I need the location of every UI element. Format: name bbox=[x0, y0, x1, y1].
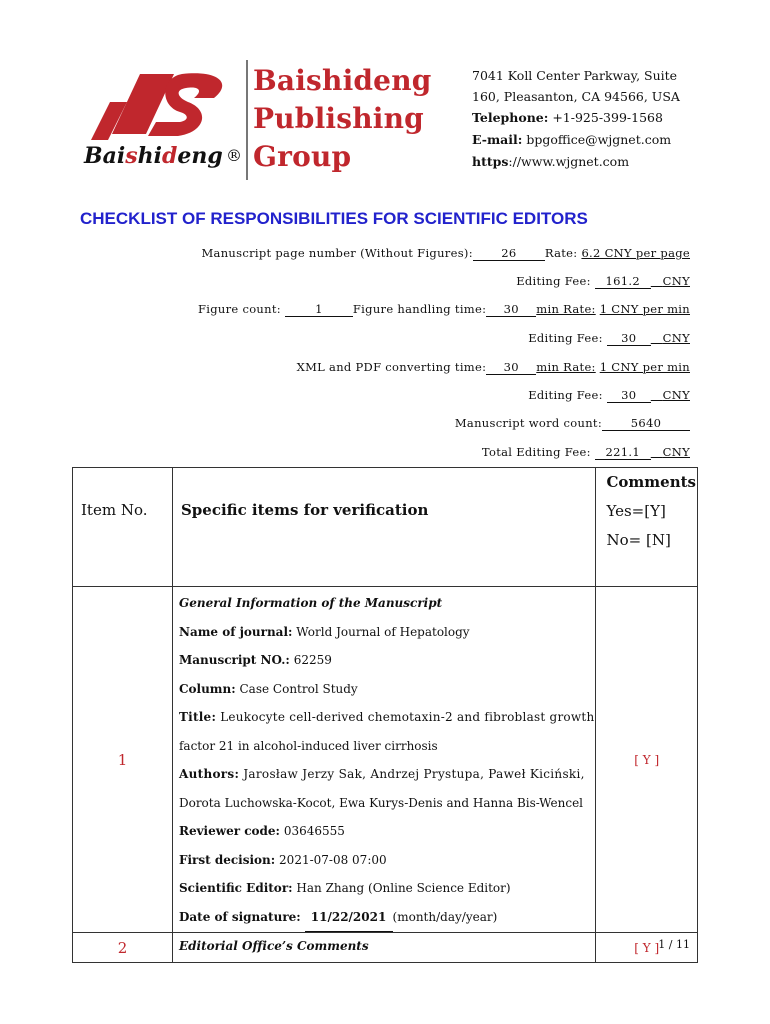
xml-fee-label: Editing Fee: bbox=[528, 388, 603, 402]
figure-fee-label: Editing Fee: bbox=[528, 331, 603, 345]
authors-value-1: Jarosław Jerzy Sak, Andrzej Prystupa, Paweł Kiciński, bbox=[243, 767, 585, 781]
comments-title: Comments bbox=[606, 473, 696, 491]
checklist-table bbox=[72, 467, 698, 963]
page-count-label: Manuscript page number (Without Figures): bbox=[201, 246, 473, 260]
table-row bbox=[73, 933, 698, 963]
figure-time-label: Figure handling time: bbox=[352, 302, 487, 316]
word-count-value: 5640 bbox=[602, 416, 690, 431]
currency: CNY bbox=[662, 274, 690, 288]
manuscript-no-label: Manuscript NO.: bbox=[178, 653, 290, 667]
general-information-cell bbox=[172, 587, 596, 933]
authors-label: Authors: bbox=[178, 767, 240, 781]
reviewer-label: Reviewer code: bbox=[178, 824, 280, 838]
telephone-line bbox=[472, 110, 663, 125]
brand-line-2: Publishing bbox=[253, 102, 424, 135]
currency: CNY bbox=[662, 331, 690, 345]
baishideng-wordmark bbox=[84, 143, 223, 169]
authors-line-1 bbox=[179, 760, 595, 789]
section-heading: General Information of the Manuscript bbox=[178, 596, 443, 610]
yes-legend: Yes=[Y] bbox=[606, 502, 666, 520]
page-rate-value: 6.2 CNY per page bbox=[581, 246, 690, 260]
website-line bbox=[472, 154, 629, 169]
figure-fee-row bbox=[528, 331, 690, 346]
currency: CNY bbox=[662, 388, 690, 402]
decision-value: 2021-07-08 07:00 bbox=[279, 852, 387, 867]
min-rate-label: min Rate: bbox=[536, 302, 596, 316]
journal-value: World Journal of Hepatology bbox=[296, 624, 470, 639]
figure-row bbox=[198, 302, 690, 317]
item-number: 1 bbox=[73, 587, 173, 933]
column-label: Column: bbox=[178, 681, 236, 696]
xml-fee-row bbox=[528, 388, 690, 403]
figure-fee-value: 30 bbox=[607, 331, 651, 346]
telephone-value: +1-925-399-1568 bbox=[552, 110, 663, 125]
decision-label: First decision: bbox=[178, 852, 276, 867]
section-heading: Editorial Office’s Comments bbox=[178, 939, 369, 953]
website-label: https bbox=[472, 154, 509, 169]
wordmark-part: hi bbox=[137, 143, 162, 169]
table-row bbox=[73, 587, 698, 933]
title-line-2: factor 21 in alcohol-induced liver cirrhosis bbox=[178, 738, 438, 753]
brand-line-1: Baishideng bbox=[253, 64, 432, 97]
no-legend: No= [N] bbox=[606, 531, 671, 549]
column-value: Case Control Study bbox=[239, 681, 358, 696]
item-number: 2 bbox=[73, 933, 173, 963]
item-no-header: Item No. bbox=[73, 468, 173, 587]
authors-line-2: Dorota Luchowska-Kocot, Ewa Kurys-Denis and Hanna Bis-Wencel bbox=[178, 795, 584, 810]
editor-label: Scientific Editor: bbox=[178, 881, 293, 895]
page-rate-label: Rate: bbox=[544, 246, 578, 260]
wordmark-part: eng bbox=[177, 143, 223, 169]
word-count-row bbox=[455, 416, 690, 431]
journal-label: Name of journal: bbox=[178, 624, 293, 639]
comments-header bbox=[596, 468, 698, 587]
row1-comment-mark: [ Y ] bbox=[596, 587, 698, 933]
page-count-row bbox=[201, 246, 690, 261]
column-line bbox=[179, 675, 595, 704]
page-count-value: 26 bbox=[473, 246, 545, 261]
registered-mark: ® bbox=[226, 146, 242, 165]
email-line bbox=[472, 132, 671, 147]
total-fee-value: 221.1 bbox=[595, 445, 651, 460]
page-fee-row bbox=[516, 274, 690, 289]
min-rate-value: 1 CNY per min bbox=[599, 302, 690, 316]
page-fee-value: 161.2 bbox=[595, 274, 651, 289]
page-number: 1 / 11 bbox=[658, 938, 690, 951]
figure-count-value: 1 bbox=[285, 302, 353, 317]
title-label: Title: bbox=[178, 710, 217, 724]
title-line-1 bbox=[179, 703, 595, 732]
editor-line bbox=[179, 874, 595, 903]
row2-comment-mark: [ Y ] bbox=[596, 933, 698, 963]
wordmark-part: Bai bbox=[84, 143, 126, 169]
header-divider bbox=[246, 60, 248, 180]
page-fee-label: Editing Fee: bbox=[516, 274, 591, 288]
currency: CNY bbox=[662, 445, 690, 459]
signature-label: Date of signature: bbox=[178, 909, 301, 924]
signature-value: 11/22/2021 bbox=[305, 903, 393, 933]
telephone-label: Telephone: bbox=[472, 110, 549, 125]
address-line-1: 7041 Koll Center Parkway, Suite bbox=[472, 68, 678, 83]
total-fee-row bbox=[482, 445, 690, 460]
figure-time-value: 30 bbox=[486, 302, 536, 317]
total-fee-label: Total Editing Fee: bbox=[481, 445, 591, 459]
reviewer-line bbox=[179, 817, 595, 846]
specific-items-header: Specific items for verification bbox=[172, 468, 596, 587]
signature-format: (month/day/year) bbox=[392, 909, 498, 924]
figure-count-label: Figure count: bbox=[197, 302, 281, 316]
xml-time-value: 30 bbox=[486, 360, 536, 375]
table-header-row bbox=[73, 468, 698, 587]
editorial-comments-cell bbox=[172, 933, 596, 963]
min-rate-label: min Rate: bbox=[536, 360, 596, 374]
word-count-label: Manuscript word count: bbox=[454, 416, 602, 430]
manuscript-no-line bbox=[179, 646, 595, 675]
brand-line-3: Group bbox=[253, 140, 352, 173]
signature-line bbox=[179, 903, 595, 932]
xml-fee-value: 30 bbox=[607, 388, 651, 403]
address-line-2: 160, Pleasanton, CA 94566, USA bbox=[472, 89, 680, 104]
email-link[interactable]: bpgoffice@wjgnet.com bbox=[526, 132, 672, 147]
journal-line bbox=[179, 618, 595, 647]
wordmark-part: d bbox=[161, 143, 178, 169]
decision-line bbox=[179, 846, 595, 875]
wordmark-part: s bbox=[125, 143, 138, 169]
xml-time-label: XML and PDF converting time: bbox=[296, 360, 487, 374]
website-link[interactable]: ://www.wjgnet.com bbox=[508, 154, 630, 169]
email-label: E-mail: bbox=[472, 132, 523, 147]
min-rate-value: 1 CNY per min bbox=[599, 360, 690, 374]
editor-value: Han Zhang (Online Science Editor) bbox=[296, 881, 511, 895]
xml-row bbox=[297, 360, 690, 375]
manuscript-no-value: 62259 bbox=[293, 653, 332, 667]
reviewer-value: 03646555 bbox=[283, 824, 345, 838]
page-title: CHECKLIST OF RESPONSIBILITIES FOR SCIENTIFIC EDITORS bbox=[80, 209, 588, 228]
title-value-1: Leukocyte cell-derived chemotaxin-2 and fibroblast growth bbox=[220, 710, 595, 724]
